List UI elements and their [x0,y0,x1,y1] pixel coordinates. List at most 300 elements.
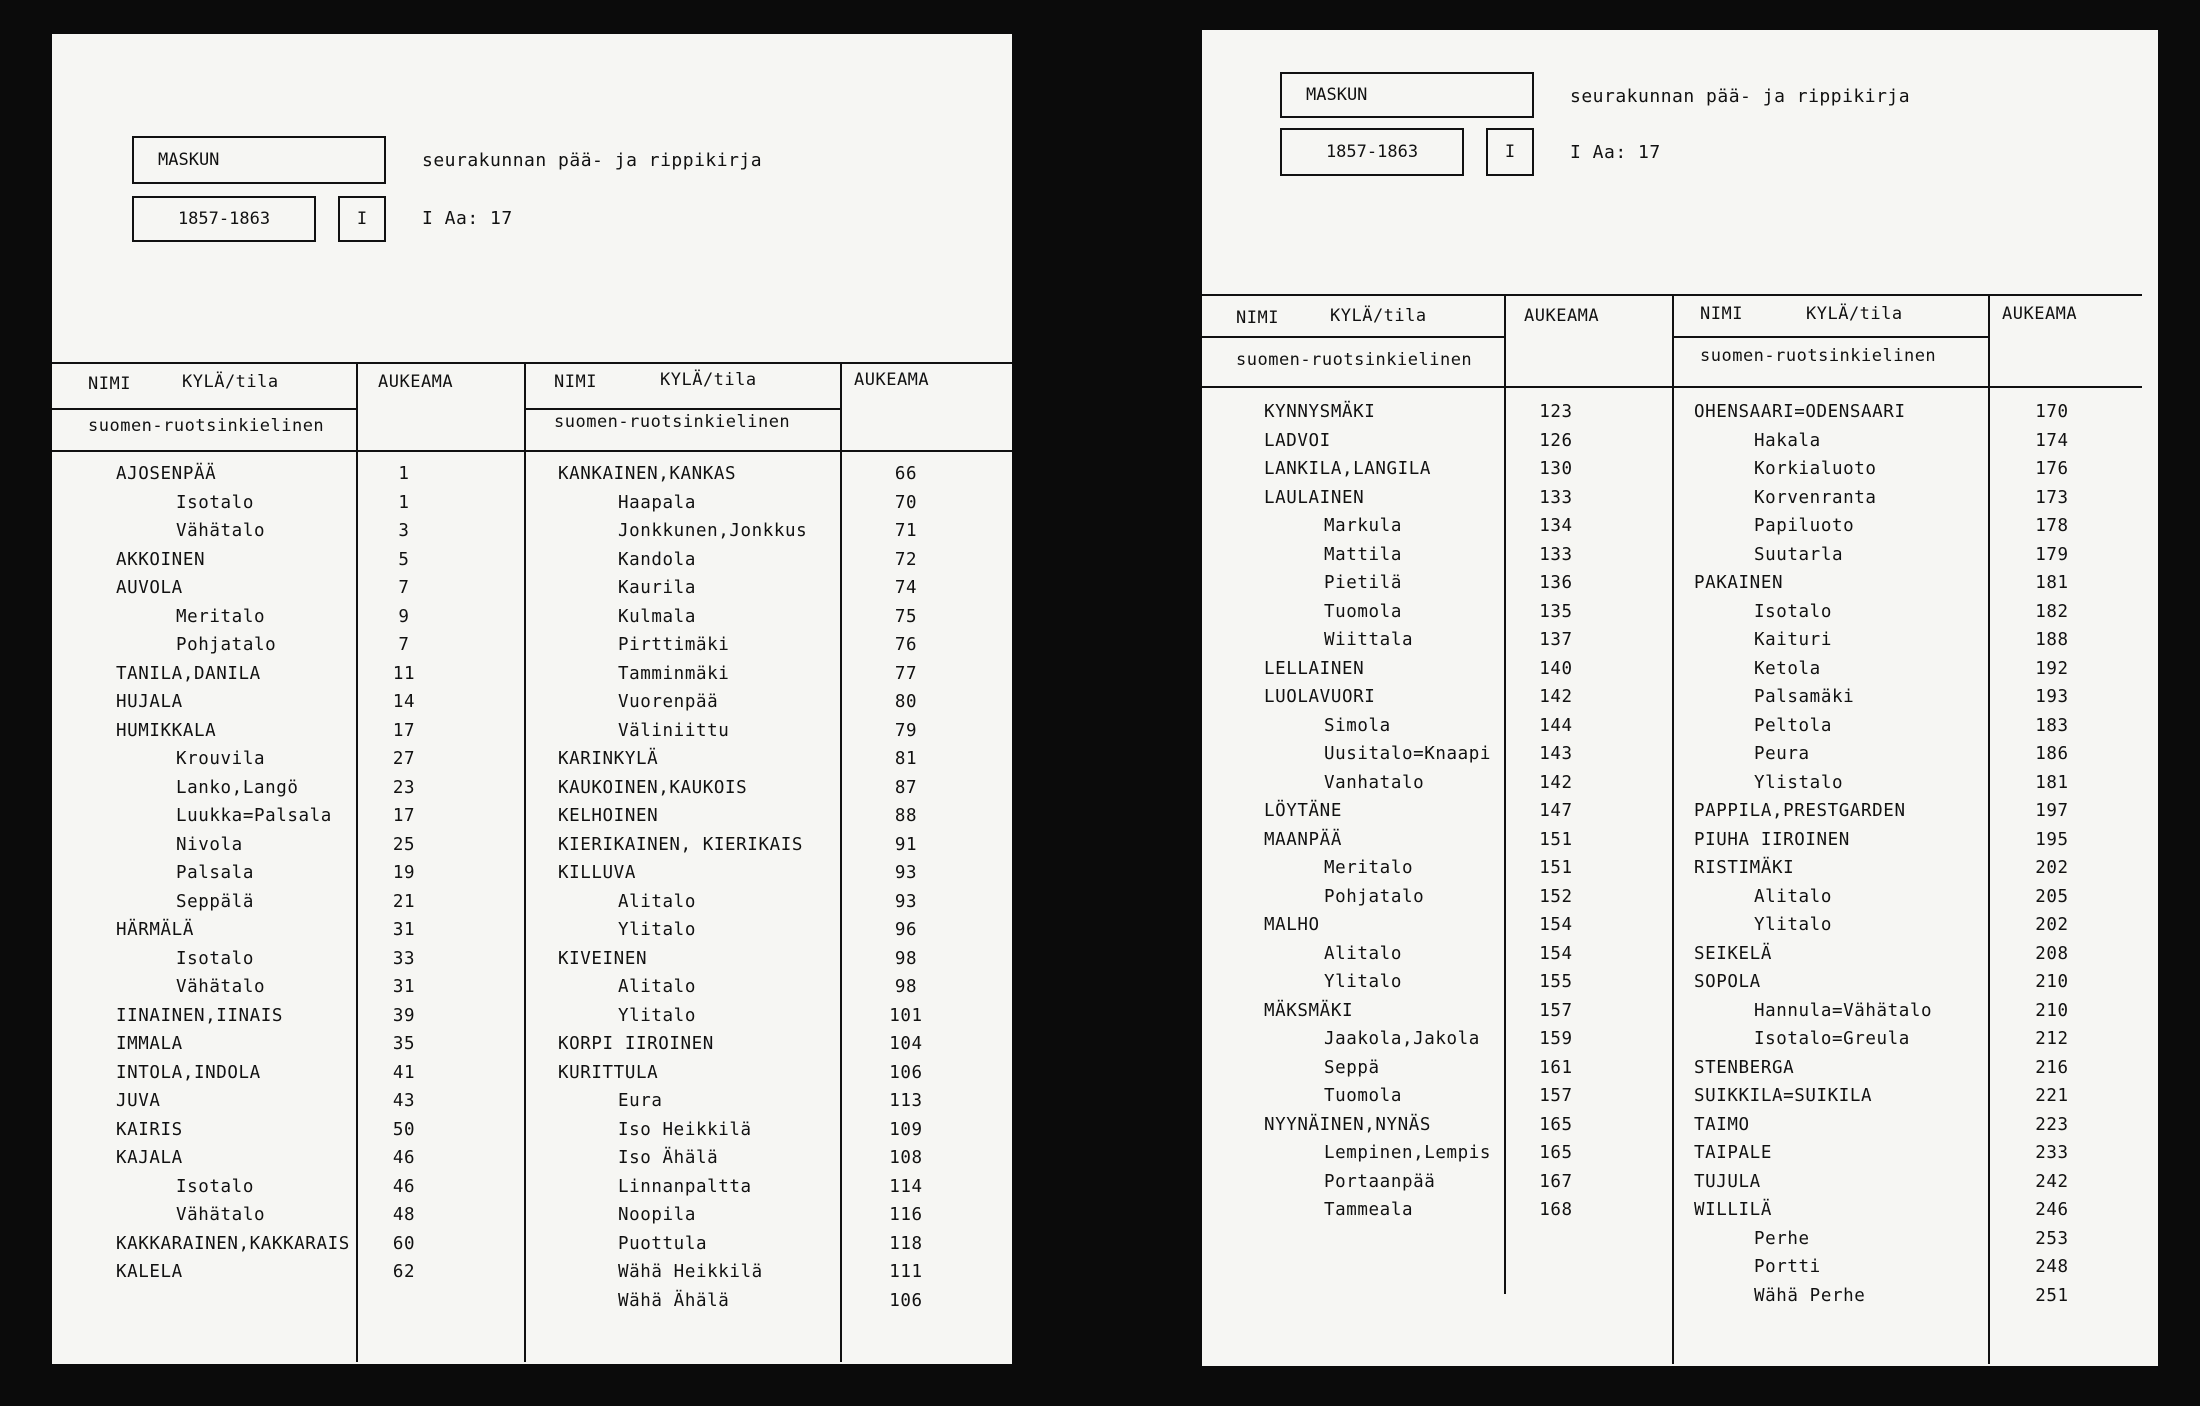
aukeama-number: 31 [392,977,416,997]
farm-name: Peltola [1754,715,1832,736]
aukeama-number: 39 [392,1005,416,1026]
aukeama-number: 154 [1539,943,1573,964]
aukeama-number: 9 [398,606,410,627]
aukeama-number: 195 [2035,829,2069,850]
aukeama-number: 181 [2035,573,2069,593]
village-name: MÄKSMÄKI [1264,1000,1354,1021]
aukeama-number: 48 [392,1205,416,1225]
farm-name: Alitalo [618,891,696,912]
aukeama-number: 155 [1539,972,1573,992]
farm-name: Ylitalo [1324,972,1402,992]
village-name: KALELA [116,1262,183,1282]
index-row [116,1091,496,1120]
index-row [1264,488,1664,517]
roman-box [338,196,386,242]
aukeama-number: 133 [1539,544,1573,565]
aukeama-number: 212 [2035,1029,2069,1049]
aukeama-number: 192 [2035,658,2069,679]
farm-name: Iso Ähälä [618,1148,719,1168]
aukeama-number: 147 [1539,801,1573,821]
aukeama-number: 246 [2035,1200,2069,1220]
index-row [558,692,978,721]
farm-name: Vähätalo [176,521,266,541]
aukeama-number: 74 [894,578,918,598]
farm-name: Luukka=Palsala [176,806,332,826]
aukeama-number: 108 [889,1148,923,1168]
index-row [116,664,496,693]
village-name: KORPI IIROINEN [558,1034,714,1054]
index-row [1264,459,1664,488]
index-row [116,550,496,579]
aukeama-number: 221 [2035,1086,2069,1106]
farm-name: Ylitalo [1754,915,1832,935]
aukeama-number: 134 [1539,516,1573,536]
aukeama-number: 31 [392,920,416,940]
farm-name: Alitalo [618,977,696,997]
index-row [1264,630,1664,659]
village-name: KANKAINEN,KANKAS [558,464,737,484]
index-row [116,521,496,550]
aukeama-number: 253 [2035,1228,2069,1249]
index-row [1264,744,1664,773]
aukeama-number: 123 [1539,402,1573,422]
index-row [1694,402,2114,431]
farm-name: Ylitalo [618,1005,696,1026]
table-header-rule [52,450,1012,452]
aukeama-number: 161 [1539,1057,1573,1078]
index-row [558,920,978,949]
farm-name: Iso Heikkilä [618,1119,752,1140]
col-page-b: AUKEAMA [2002,304,2078,324]
years: 1857-1863 [177,209,271,229]
index-row [1694,1200,2114,1229]
index-row [558,1120,978,1149]
farm-name: Vanhatalo [1324,772,1425,793]
aukeama-number: 116 [889,1205,923,1225]
col-lang-a: suomen-ruotsinkielinen [1236,350,1473,370]
index-row [1264,1143,1664,1172]
village-name: AJOSENPÄÄ [116,464,217,484]
index-row [1694,1058,2114,1087]
village-name: IINAINEN,IINAIS [116,1005,284,1026]
index-row [558,1262,978,1291]
village-name: KYNNYSMÄKI [1264,402,1376,422]
aukeama-number: 183 [2035,715,2069,736]
col-name-a: NIMI [88,374,131,394]
index-row [1694,1115,2114,1144]
farm-name: Wähä Heikkilä [618,1262,763,1282]
years: 1857-1863 [1325,142,1419,162]
farm-name: Suutarla [1754,544,1844,565]
aukeama-number: 46 [392,1176,416,1197]
farm-name: Isotalo [1754,601,1832,622]
aukeama-number: 80 [894,692,918,712]
village-name: IMMALA [116,1034,183,1054]
aukeama-number: 98 [894,977,918,997]
index-row [116,863,496,892]
right-list-b [1694,402,2114,1314]
index-row [558,778,978,807]
index-row [1694,1257,2114,1286]
aukeama-number: 126 [1539,430,1573,451]
aukeama-number: 17 [392,720,416,741]
col-lang-a: suomen-ruotsinkielinen [88,416,325,436]
index-row [116,1034,496,1063]
aukeama-number: 136 [1539,573,1573,593]
index-row [116,920,496,949]
aukeama-number: 170 [2035,402,2069,422]
aukeama-number: 210 [2035,1000,2069,1021]
table-top-rule [52,362,1012,364]
farm-name: Alitalo [1324,943,1402,964]
farm-name: Kaurila [618,578,696,598]
farm-name: Ylistalo [1754,772,1844,793]
index-row [116,749,496,778]
farm-name: Uusitalo=Knaapi [1324,744,1492,764]
index-row [116,835,496,864]
farm-name: Vähätalo [176,977,266,997]
farm-name: Seppälä [176,891,254,912]
index-row [1694,744,2114,773]
aukeama-number: 50 [392,1119,416,1140]
index-row [1264,516,1664,545]
farm-name: Isotalo=Greula [1754,1029,1910,1049]
village-name: KELHOINEN [558,806,659,826]
village-name: PAPPILA,PRESTGARDEN [1694,801,1906,821]
index-row [558,1177,978,1206]
village-name: LELLAINEN [1264,658,1365,679]
aukeama-number: 135 [1539,601,1573,622]
aukeama-number: 87 [894,777,918,798]
village-name: NYYNÄINEN,NYNÄS [1264,1114,1432,1135]
aukeama-number: 186 [2035,744,2069,764]
farm-name: Lanko,Langö [176,777,299,798]
village-name: TUJULA [1694,1171,1761,1192]
aukeama-number: 66 [894,464,918,484]
index-row [1264,573,1664,602]
left-index-page [52,34,1012,1364]
aukeama-number: 137 [1539,630,1573,650]
index-row [1264,1200,1664,1229]
aukeama-number: 210 [2035,972,2069,992]
farm-name: Isotalo [176,948,254,969]
index-row [1694,488,2114,517]
left-list-b [558,464,978,1319]
col-village-b: KYLÄ/tila [660,370,757,390]
aukeama-number: 88 [894,806,918,826]
col-divider-2 [1672,294,1674,1364]
farm-name: Nivola [176,834,243,855]
index-row [116,607,496,636]
index-row [1264,659,1664,688]
col-village-a: KYLÄ/tila [182,372,279,392]
aukeama-number: 179 [2035,544,2069,565]
village-name: JUVA [116,1091,161,1111]
aukeama-number: 109 [889,1119,923,1140]
village-name: TAIMO [1694,1114,1750,1135]
aukeama-number: 113 [889,1091,923,1111]
aukeama-number: 223 [2035,1114,2069,1135]
index-row [1694,1086,2114,1115]
index-row [1694,1143,2114,1172]
book-title: seurakunnan pää- ja rippikirja [422,150,763,171]
farm-name: Wähä Ähälä [618,1290,730,1311]
village-name: AUVOLA [116,578,183,598]
archive-ref: I Aa: 17 [422,208,513,229]
aukeama-number: 60 [392,1233,416,1254]
col-village-a: KYLÄ/tila [1330,306,1427,326]
index-row [1694,716,2114,745]
index-row [558,1291,978,1320]
village-name: TAIPALE [1694,1143,1772,1163]
index-row [116,1234,496,1263]
village-name: LÖYTÄNE [1264,801,1342,821]
farm-name: Krouvila [176,749,266,769]
aukeama-number: 71 [894,521,918,541]
index-row [116,1177,496,1206]
index-row [1264,1058,1664,1087]
aukeama-number: 106 [889,1062,923,1083]
index-row [1264,801,1664,830]
aukeama-number: 70 [894,492,918,513]
farm-name: Mattila [1324,544,1402,565]
farm-name: Peura [1754,744,1810,764]
parish-name: MASKUN [158,150,220,170]
aukeama-number: 178 [2035,516,2069,536]
index-row [1694,1172,2114,1201]
village-name: LANKILA,LANGILA [1264,459,1432,479]
index-row [558,1063,978,1092]
village-name: INTOLA,INDOLA [116,1062,261,1083]
aukeama-number: 75 [894,606,918,627]
aukeama-number: 167 [1539,1171,1573,1192]
aukeama-number: 76 [894,635,918,655]
index-row [558,892,978,921]
aukeama-number: 111 [889,1262,923,1282]
farm-name: Noopila [618,1205,696,1225]
aukeama-number: 142 [1539,687,1573,707]
index-row [1694,687,2114,716]
index-row [1694,545,2114,574]
col-lang-b: suomen-ruotsinkielinen [554,412,791,432]
farm-name: Vuorenpää [618,692,719,712]
col-village-b: KYLÄ/tila [1806,304,1903,324]
index-row [1694,602,2114,631]
farm-name: Väliniittu [618,720,730,741]
village-name: KIVEINEN [558,948,648,969]
index-row [1694,887,2114,916]
aukeama-number: 62 [392,1262,416,1282]
aukeama-number: 182 [2035,601,2069,622]
index-row [1694,915,2114,944]
farm-name: Pohjatalo [176,635,277,655]
subheader-rule-a [52,408,356,410]
aukeama-number: 3 [398,521,410,541]
aukeama-number: 159 [1539,1029,1573,1049]
index-row [1694,1001,2114,1030]
index-row [558,977,978,1006]
farm-name: Palsamäki [1754,687,1855,707]
col-page-a: AUKEAMA [1524,306,1600,326]
aukeama-number: 157 [1539,1000,1573,1021]
volume-roman: I [356,209,368,229]
left-list-a [116,464,496,1291]
index-row [558,607,978,636]
aukeama-number: 202 [2035,858,2069,878]
col-page-a: AUKEAMA [378,372,454,392]
years-box [1280,128,1464,176]
farm-name: Korvenranta [1754,487,1877,508]
aukeama-number: 7 [398,635,410,655]
col-divider-2 [524,362,526,1362]
index-row [116,806,496,835]
index-row [1694,801,2114,830]
aukeama-number: 216 [2035,1057,2069,1078]
farm-name: Tuomola [1324,1086,1402,1106]
archive-ref: I Aa: 17 [1570,142,1661,163]
aukeama-number: 5 [398,549,410,570]
farm-name: Papiluoto [1754,516,1855,536]
farm-name: Pirttimäki [618,635,730,655]
aukeama-number: 197 [2035,801,2069,821]
village-name: KIERIKAINEN, KIERIKAIS [558,834,803,855]
farm-name: Portti [1754,1257,1821,1277]
farm-name: Puottula [618,1233,708,1254]
index-row [116,892,496,921]
index-row [116,1063,496,1092]
aukeama-number: 11 [392,663,416,684]
aukeama-number: 242 [2035,1171,2069,1192]
farm-name: Wiittala [1324,630,1414,650]
aukeama-number: 79 [894,720,918,741]
aukeama-number: 251 [2035,1285,2069,1306]
index-row [116,635,496,664]
farm-name: Haapala [618,492,696,513]
index-row [558,521,978,550]
book-title: seurakunnan pää- ja rippikirja [1570,86,1911,107]
aukeama-number: 202 [2035,915,2069,935]
village-name: LADVOI [1264,430,1331,451]
aukeama-number: 154 [1539,915,1573,935]
index-row [1694,1029,2114,1058]
aukeama-number: 193 [2035,687,2069,707]
aukeama-number: 208 [2035,943,2069,964]
index-row [116,1148,496,1177]
roman-box [1486,128,1534,176]
index-row [1694,830,2114,859]
farm-name: Isotalo [176,492,254,513]
aukeama-number: 21 [392,891,416,912]
village-name: PIUHA IIROINEN [1694,829,1850,850]
village-name: SUIKKILA=SUIKILA [1694,1086,1873,1106]
index-row [558,550,978,579]
aukeama-number: 14 [392,692,416,712]
index-row [558,835,978,864]
index-row [558,635,978,664]
aukeama-number: 157 [1539,1086,1573,1106]
aukeama-number: 104 [889,1034,923,1054]
index-row [1264,1001,1664,1030]
parish-name: MASKUN [1306,85,1368,105]
village-name: MALHO [1264,915,1320,935]
index-row [116,1205,496,1234]
aukeama-number: 19 [392,863,416,883]
aukeama-number: 130 [1539,459,1573,479]
farm-name: Kulmala [618,606,696,627]
aukeama-number: 176 [2035,459,2069,479]
aukeama-number: 151 [1539,858,1573,878]
aukeama-number: 43 [392,1091,416,1111]
index-row [116,578,496,607]
farm-name: Pohjatalo [1324,886,1425,907]
aukeama-number: 101 [889,1005,923,1026]
farm-name: Perhe [1754,1228,1810,1249]
aukeama-number: 25 [392,834,416,855]
farm-name: Wähä Perhe [1754,1285,1866,1306]
volume-roman: I [1504,142,1516,162]
aukeama-number: 142 [1539,772,1573,793]
index-row [1264,1086,1664,1115]
farm-name: Portaanpää [1324,1171,1436,1192]
farm-name: Eura [618,1091,663,1111]
index-row [1694,459,2114,488]
village-name: PAKAINEN [1694,573,1784,593]
farm-name: Pietilä [1324,573,1402,593]
aukeama-number: 93 [894,863,918,883]
index-row [1694,1229,2114,1258]
index-row [1694,630,2114,659]
index-row [1264,431,1664,460]
index-row [116,1262,496,1291]
farm-name: Jaakola,Jakola [1324,1029,1480,1049]
village-name: SOPOLA [1694,972,1761,992]
col-page-b: AUKEAMA [854,370,930,390]
village-name: RISTIMÄKI [1694,858,1795,878]
right-index-page [1202,30,2158,1366]
aukeama-number: 188 [2035,630,2069,650]
index-row [1264,1172,1664,1201]
index-row [1694,431,2114,460]
index-row [1264,858,1664,887]
subheader-rule-b [1672,336,1988,338]
index-row [1694,773,2114,802]
right-list-a [1264,402,1664,1229]
index-row [558,493,978,522]
village-name: KURITTULA [558,1062,659,1083]
aukeama-number: 140 [1539,658,1573,679]
index-row [1264,545,1664,574]
aukeama-number: 35 [392,1034,416,1054]
village-name: LAULAINEN [1264,487,1365,508]
aukeama-number: 1 [398,464,410,484]
parish-box [1280,72,1534,118]
aukeama-number: 168 [1539,1200,1573,1220]
index-row [116,778,496,807]
index-row [558,806,978,835]
years-box [132,196,316,242]
index-row [1694,944,2114,973]
farm-name: Alitalo [1754,886,1832,907]
index-row [1264,602,1664,631]
village-name: LUOLAVUORI [1264,687,1376,707]
index-row [116,464,496,493]
index-row [116,977,496,1006]
aukeama-number: 27 [392,749,416,769]
index-row [558,1034,978,1063]
index-row [1694,516,2114,545]
farm-name: Ylitalo [618,920,696,940]
index-row [558,1205,978,1234]
